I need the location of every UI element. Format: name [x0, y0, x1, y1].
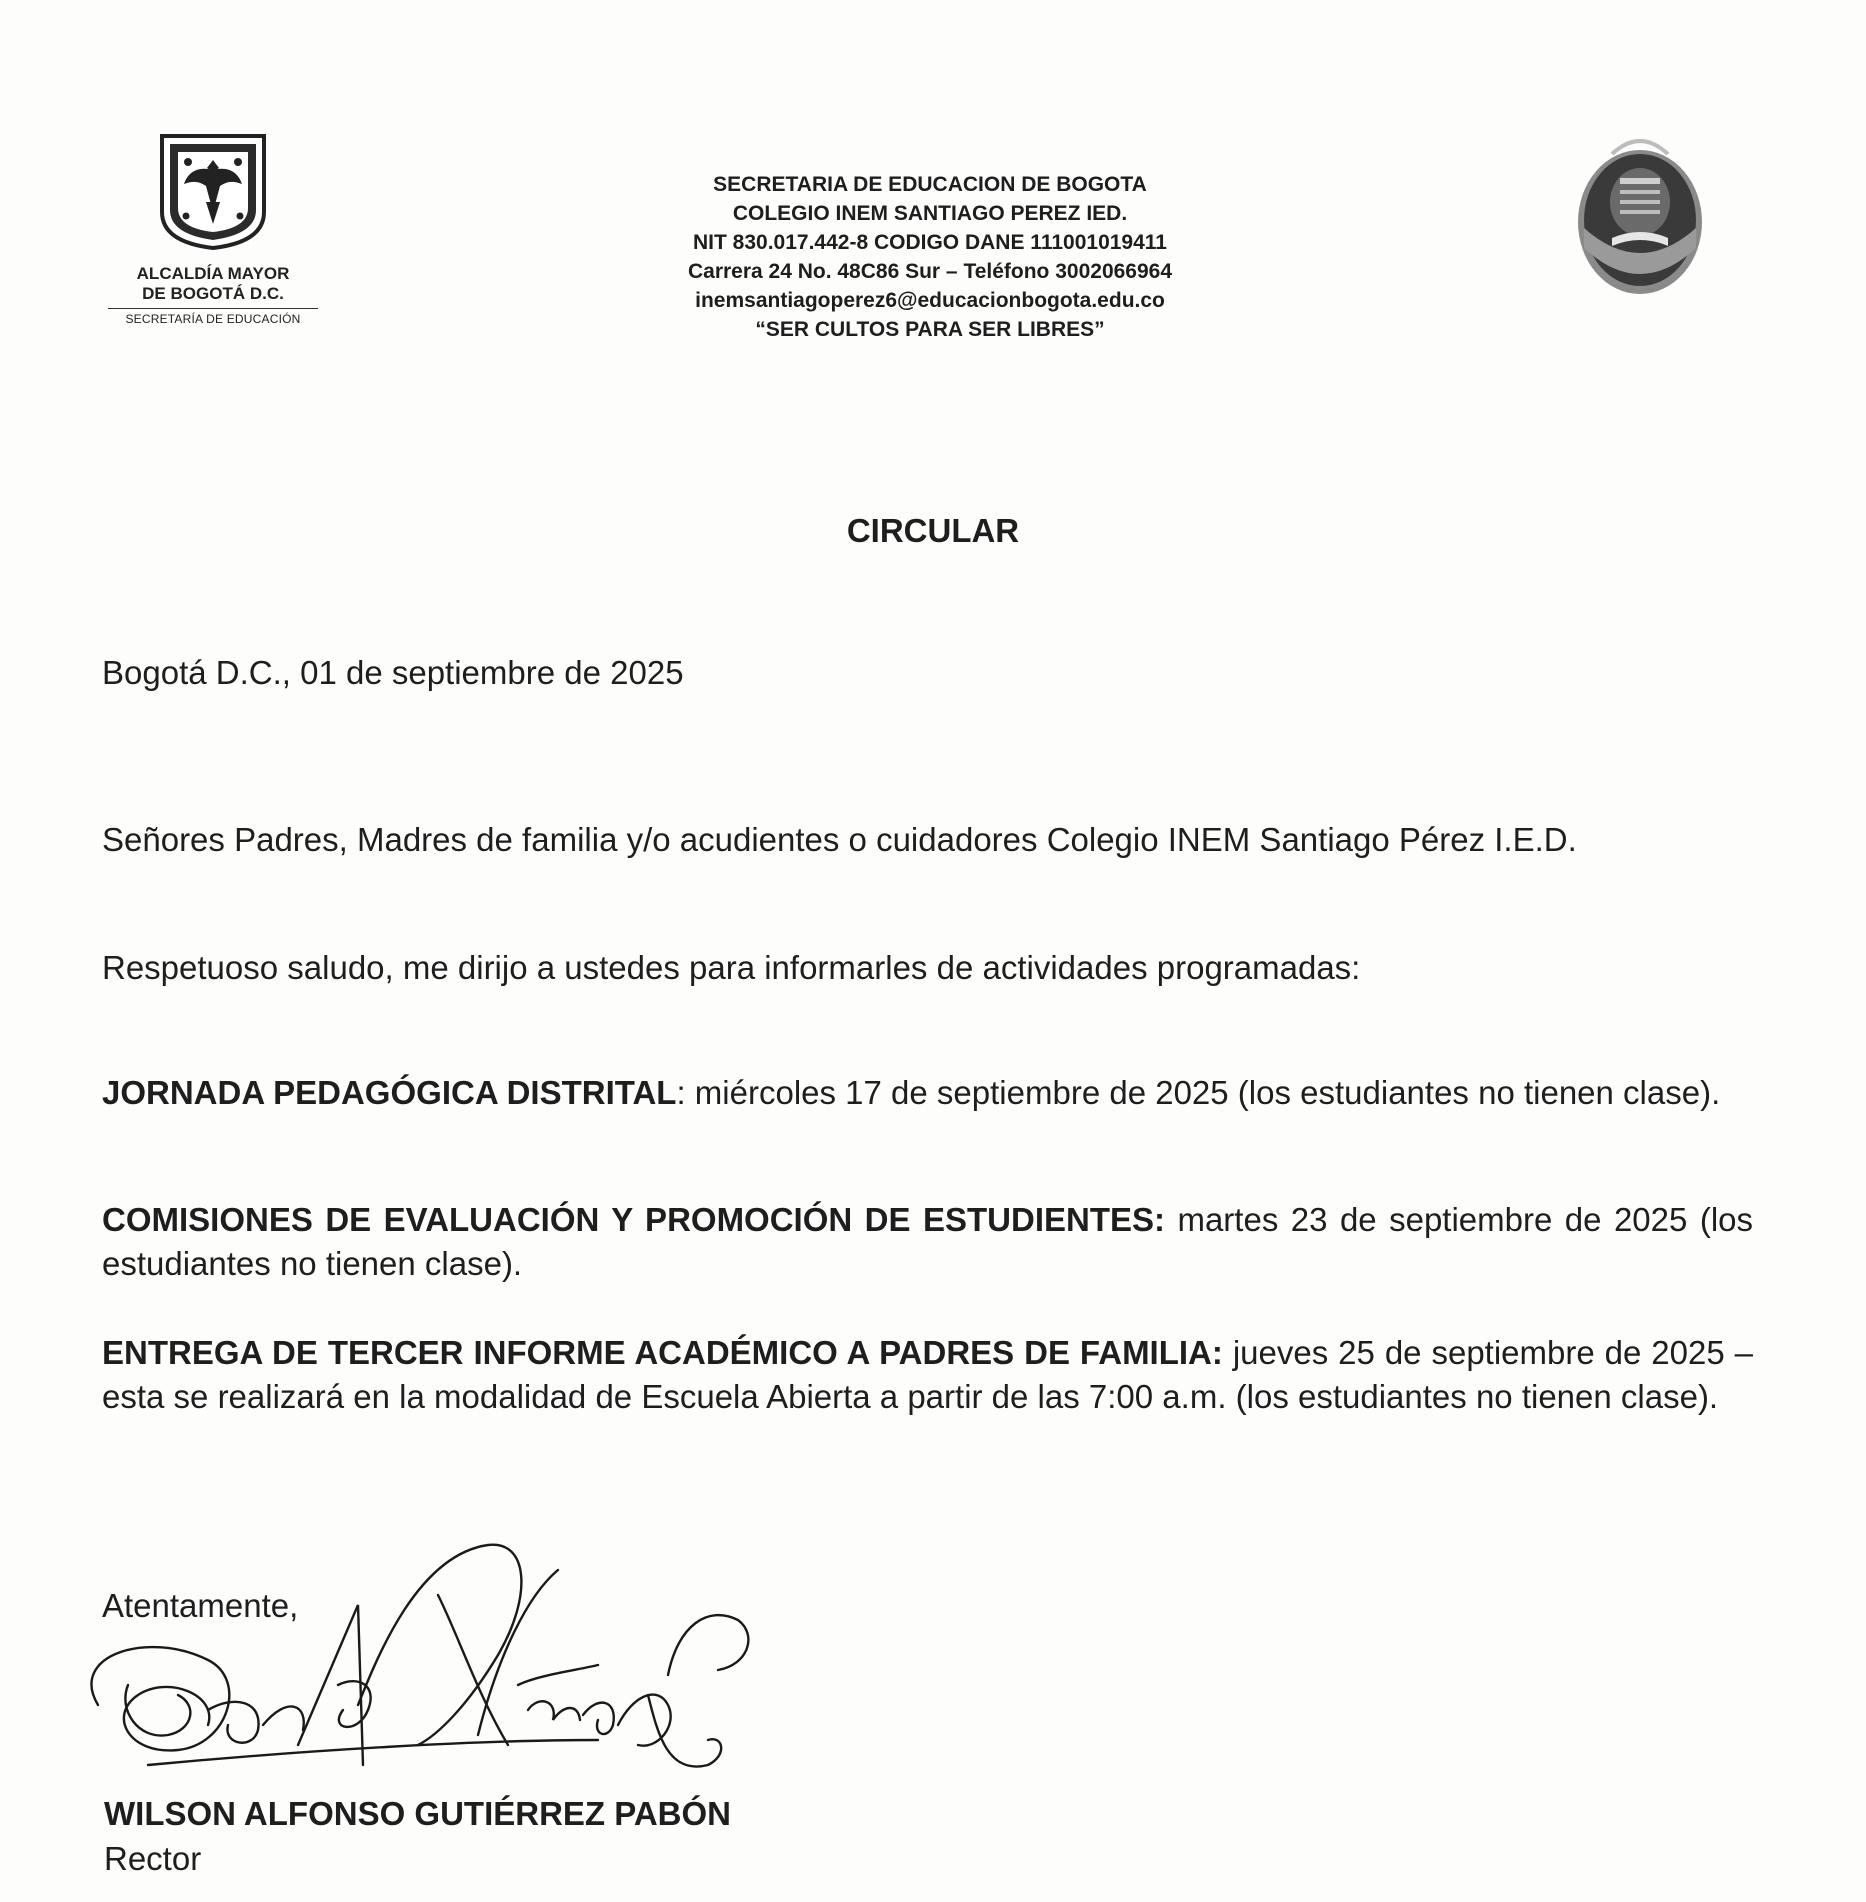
header-line: Carrera 24 No. 48C86 Sur – Teléfono 3002066964 [687, 260, 1173, 283]
activity-paragraph [102, 1198, 1753, 1286]
activity-text: jueves 25 de septiembre de 2025 – esta se realizará en la modalidad de Escuela Abierta a partir de las 7:00 a.m. (los estudiantes no tienen clase). [102, 1334, 1754, 1415]
activity-text: : miércoles 17 de septiembre de 2025 (los estudiantes no tienen clase). [676, 1074, 1721, 1111]
document-title: CIRCULAR [846, 512, 1020, 549]
alcaldia-logo [98, 132, 328, 326]
header-line: inemsantiagoperez6@educacionbogota.edu.co [695, 289, 1165, 312]
logo-text-line3: SECRETARÍA DE EDUCACIÓN [125, 312, 301, 326]
activity-label: COMISIONES DE EVALUACIÓN Y PROMOCIÓN DE ESTUDIENTES: [102, 1201, 1166, 1238]
logo-divider [108, 308, 318, 309]
closing-line: Atentamente, [102, 1587, 299, 1624]
signer-name: WILSON ALFONSO GUTIÉRREZ PABÓN [104, 1795, 731, 1832]
activity-label: JORNADA PEDAGÓGICA DISTRITAL [102, 1074, 677, 1111]
header-line: NIT 830.017.442-8 CODIGO DANE 111001019411 [693, 231, 1167, 254]
institution-header [560, 170, 1300, 344]
signer-role: Rector [104, 1840, 202, 1877]
logo-text-line1: ALCALDÍA MAYOR [136, 264, 290, 283]
logo-text-line2: DE BOGOTÁ D.C. [142, 284, 284, 303]
header-line: “SER CULTOS PARA SER LIBRES” [755, 318, 1105, 341]
activity-paragraph [102, 1331, 1753, 1419]
date-line: Bogotá D.C., 01 de septiembre de 2025 [102, 654, 684, 691]
greeting-line: Respetuoso saludo, me dirijo a ustedes para informarles de actividades programadas: [102, 949, 1361, 986]
header-line: COLEGIO INEM SANTIAGO PEREZ IED. [732, 202, 1128, 225]
recipients-line: Señores Padres, Madres de familia y/o acudientes o cuidadores Colegio INEM Santiago Pérez I.E.D. [102, 821, 1577, 858]
handwritten-signature-icon [58, 1535, 818, 1805]
school-emblem-icon [1572, 128, 1708, 300]
header-line: SECRETARIA DE EDUCACION DE BOGOTA [713, 173, 1147, 196]
activity-text: martes 23 de septiembre de 2025 (los estudiantes no tienen clase). [102, 1201, 1753, 1282]
activity-label: ENTREGA DE TERCER INFORME ACADÉMICO A PADRES DE FAMILIA: [102, 1334, 1223, 1371]
activity-paragraph [102, 1071, 1753, 1115]
bogota-coat-of-arms-icon [158, 132, 268, 250]
